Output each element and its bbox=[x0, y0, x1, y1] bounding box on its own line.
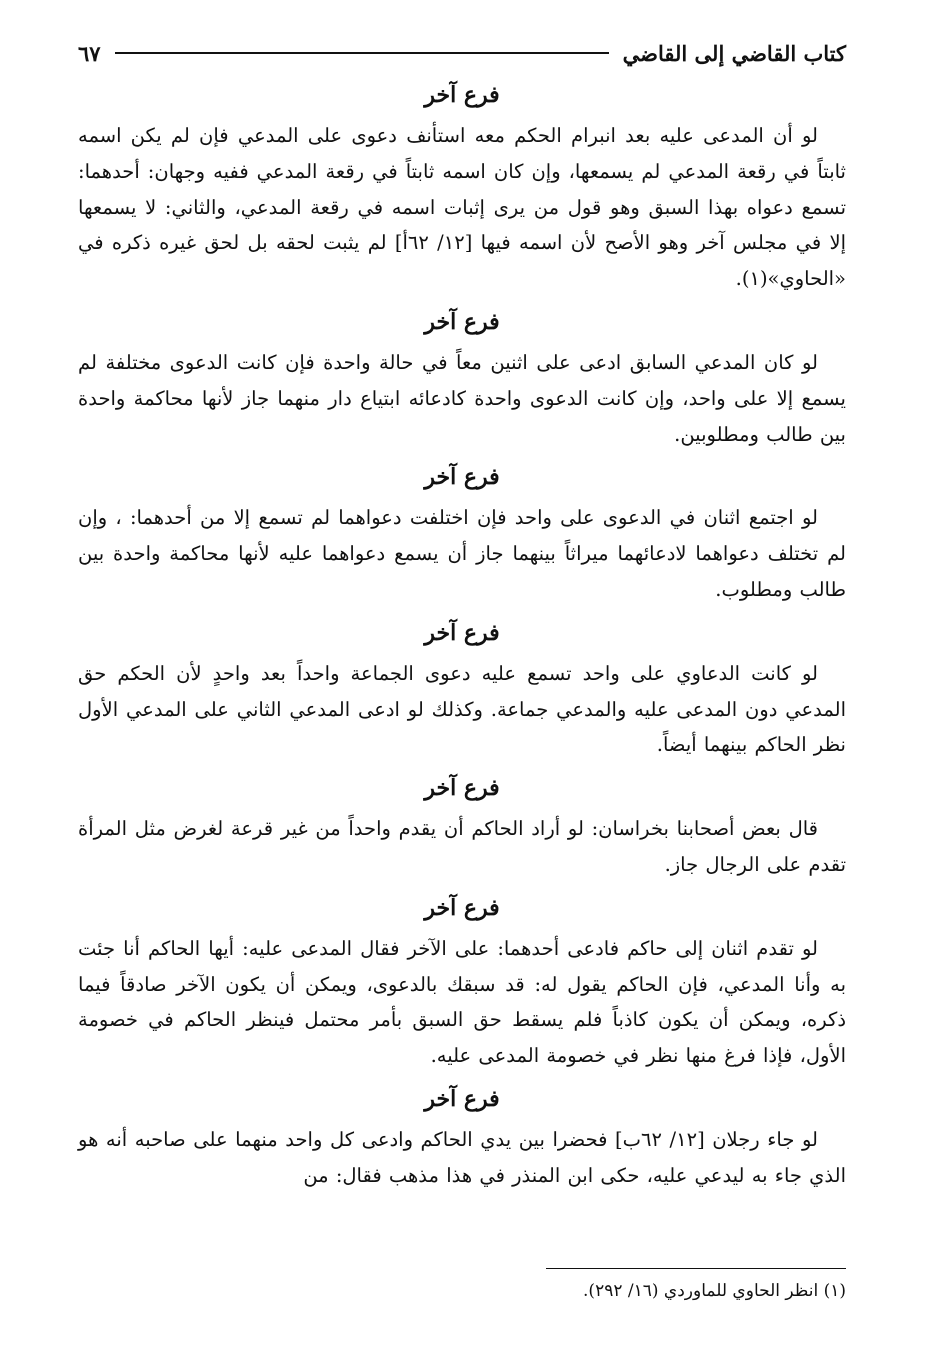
running-header bbox=[78, 36, 846, 70]
section-paragraph: لو أن المدعى عليه بعد انبرام الحكم معه استأنف دعوى على المدعي فإن لم يكن اسمه ثابتاً في رقعة المدعي لم يسمعها، وإن كان اسمه ثابتاً في رقعة المدعي ففيه وجهان: أحدهما: تسمع دعواه بهذا السبق وهو قول من يرى إثبات اسمه في رقعة المدعي، والثاني: لا يسمعها إلا في مجلس آخر وهو الأصح لأن اسمه فيها [١٢/ ٦٢أ] لم يثبت لحقه بل لحق غيره ذكره في «الحاوي»(١). bbox=[78, 124, 846, 291]
footnote-area bbox=[78, 1268, 846, 1305]
section-paragraph: قال بعض أصحابنا بخراسان: لو أراد الحاكم أن يقدم واحداً من غير قرعة لغرض مثل المرأة تقدم على الرجال جاز. bbox=[78, 817, 846, 876]
section-heading: فرع آخر bbox=[424, 619, 500, 646]
section-1 bbox=[78, 76, 846, 297]
header-rule bbox=[115, 52, 609, 54]
section-paragraph: لو كانت الدعاوي على واحد تسمع عليه دعوى الجماعة واحداً بعد واحدٍ لأن الحكم حق المدعي دون المدعى عليه والمدعي جماعة. وكذلك لو ادعى المدعي الثاني على المدعي الأول نظر الحاكم بينهما أيضاً. bbox=[78, 661, 846, 757]
section-6 bbox=[78, 889, 846, 1074]
footnote-text: (١) انظر الحاوي للماوردي (١٦/ ٢٩٢). bbox=[583, 1281, 846, 1301]
section-paragraph: لو كان المدعي السابق ادعى على اثنين معاً في حالة واحدة فإن كانت الدعوى مختلفة لم يسمع إلا على واحد، وإن كانت الدعوى واحدة كادعائه ابتياع دار منهما جاز لأنها محاكمة واحدة بين طالب ومطلوبين. bbox=[78, 350, 846, 446]
section-7 bbox=[78, 1080, 846, 1194]
page-number: ٦٧ bbox=[78, 40, 101, 66]
section-paragraph: لو اجتمع اثنان في الدعوى على واحد فإن اختلفت دعواهما لم تسمع إلا من أحدهما: ، وإن لم تختلف دعواهما لادعائهما ميراثاً بينهما جاز أن يسمع دعواهما عليه لأنها محاكمة واحدة بين طالب ومطلوب. bbox=[78, 506, 846, 601]
section-heading: فرع آخر bbox=[424, 775, 500, 802]
section-paragraph: لو جاء رجلان [١٢/ ٦٢ب] فحضرا بين يدي الحاكم وادعى كل واحد منهما على صاحبه أنه هو الذي جاء به ليدعي عليه، حكى ابن المنذر في هذا مذهب فقال: من bbox=[78, 1127, 846, 1187]
section-heading: فرع آخر bbox=[424, 308, 500, 335]
section-heading: فرع آخر bbox=[424, 894, 500, 921]
section-heading: فرع آخر bbox=[424, 1085, 500, 1112]
section-heading: فرع آخر bbox=[424, 464, 500, 491]
section-2 bbox=[78, 303, 846, 452]
book-title: كتاب القاضي إلى القاضي bbox=[622, 40, 846, 66]
section-heading: فرع آخر bbox=[424, 82, 500, 108]
section-4 bbox=[78, 614, 846, 763]
section-3 bbox=[78, 458, 846, 607]
section-5 bbox=[78, 769, 846, 883]
section-paragraph: لو تقدم اثنان إلى حاكم فادعى أحدهما: على الآخر فقال المدعى عليه: أيها الحاكم أنا جئت به وأنا المدعي، فإن الحاكم يقول له: قد سبقك بالدعوى، ويمكن أن يكون الآخر صادقاً فيما ذكره، ويمكن أن يكون كاذباً فلم يسقط حق السبق بأمر محتمل فينظر الحاكم في خصومة الأول، فإذا فرغ منها نظر في خصومة المدعى عليه. bbox=[78, 936, 846, 1068]
footnote-rule bbox=[546, 1268, 846, 1269]
